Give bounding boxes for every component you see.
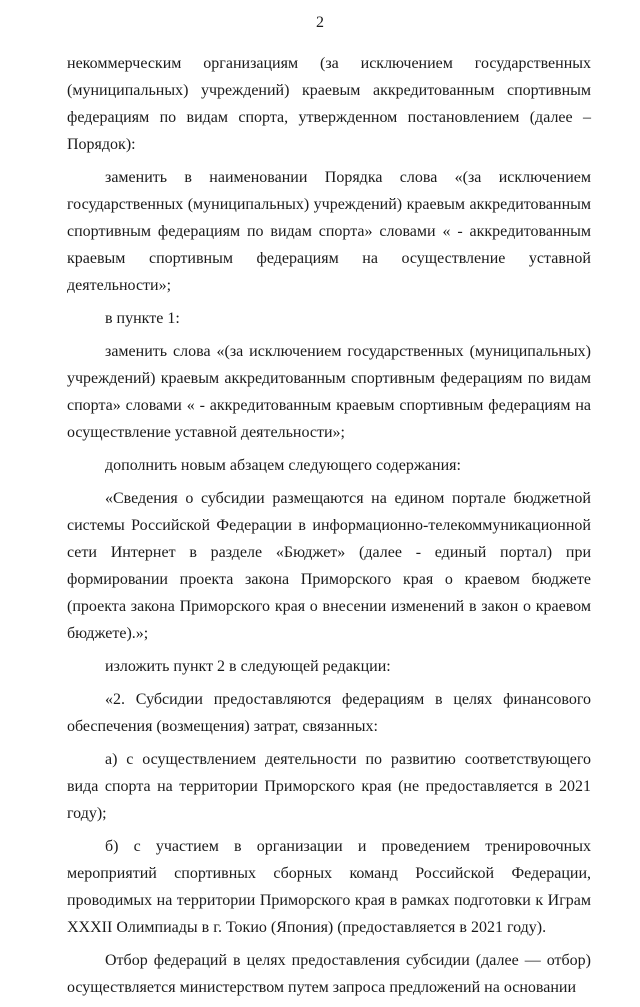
paragraph-subsidy-info: «Сведения о субсидии размещаются на едином портале бюджетной системы Российской Федерации в информационно-телекоммуникационной сети Интернет в разделе «Бюджет» (далее - единый портал) при формировании проекта закона Приморского края о краевом бюджете (проекта закона Приморского края о внесении изменений в закон о краевом бюджете).»; [67, 490, 591, 642]
paragraph-add-new: дополнить новым абзацем следующего содержания: [105, 457, 461, 474]
paragraph-clause-1: в пункте 1: [105, 310, 180, 327]
document-body [67, 50, 591, 1007]
paragraph-clause-2: «2. Субсидии предоставляются федерациям в целях финансового обеспечения (возмещения) затрат, связанных: [67, 691, 591, 735]
paragraph-clause-2-heading: изложить пункт 2 в следующей редакции: [105, 658, 391, 675]
paragraph-item-b: б) с участием в организации и проведением тренировочных мероприятий спортивных сборных команд Российской Федерации, проводимых на территории Приморского края в рамках подготовки к Играм XXXII Олимпиады в г. Токио (Япония) (предоставляется в 2021 году). [67, 838, 591, 936]
paragraph-replace-title: заменить в наименовании Порядка слова «(за исключением государственных (муниципальных) учреждений) краевым аккредитованным спортивным федерациям по видам спорта» словами « - аккредитованным краевым спортивным федерациям на осуществление уставной деятельности»; [67, 169, 591, 294]
paragraph-replace-words: заменить слова «(за исключением государственных (муниципальных) учреждений) краевым аккредитованным спортивным федерациям по видам спорта» словами « - аккредитованным краевым спортивным федерациям на осуществление уставной деятельности»; [67, 343, 591, 441]
paragraph-item-a: а) с осуществлением деятельности по развитию соответствующего вида спорта на территории Приморского края (не предоставляется в 2021 году); [67, 751, 591, 822]
paragraph-intro: некоммерческим организациям (за исключением государственных (муниципальных) учреждений) краевым аккредитованным спортивным федерациям по видам спорта, утвержденном постановлением (далее – Порядок): [67, 55, 591, 153]
paragraph-selection: Отбор федераций в целях предоставления субсидии (далее — отбор) осуществляется министерством путем запроса предложений на основании [67, 952, 591, 996]
page-number: 2 [316, 14, 324, 31]
